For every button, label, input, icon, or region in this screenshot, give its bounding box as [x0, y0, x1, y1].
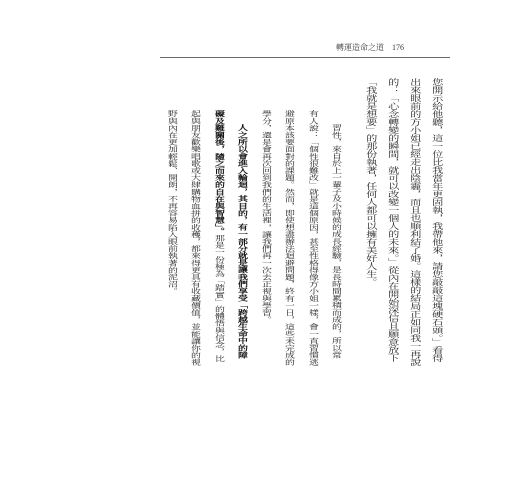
running-header	[336, 43, 404, 53]
text-column: 「我就是想要」的那份執著，任何人都可以擁有美好人生。	[365, 78, 378, 286]
paragraph-start-column: 習性，來自於上一輩子及小時候的成長經驗，是長時間累積而成的，所以常	[330, 124, 344, 359]
text-column: 野與內在更加輕鬆、開朗，不再容易陷入眼前執著的泥沼。	[166, 110, 180, 295]
regular-text: 那是一份極為「踏實」的體悟與信念，比	[213, 234, 227, 363]
text-column: 學分，還是會再次回到我們的生活裡，讓我們再一次去正視與學習。	[260, 110, 274, 323]
header-title: 轉運造命之道	[336, 43, 384, 52]
text-column: 有人說：「個性很難改」就是這個原因，甚至性格得像方小姐一樣，會一直習慣逃	[307, 110, 321, 366]
text-column: 出來眼前的方小姐已經走出陰霾，而且也順利結了婚。這樣的結局正如同我一再說	[409, 78, 422, 366]
emphasis-column	[238, 124, 248, 358]
page-number: 176	[392, 43, 404, 52]
text-column: 起與朋友歡樂唱歌或大肆購物血拼的收穫，都來得更具有收藏價值，並能讓你的視	[189, 110, 203, 366]
text-column: 的：「心念轉變的瞬間，就可以改變一個人的未來。」從內在開始深信且願意放下	[387, 78, 400, 362]
bold-text: 人之所以會進入輪迴，其目的，有一部分就是讓我們享受「跨越生命中的障	[236, 124, 250, 359]
text-column: 您開示給他聽，這一位比我當年更固執，我帶他來，請您敲敲這塊硬石頭。」看得	[431, 78, 444, 362]
emphasis-column	[215, 110, 225, 362]
header-rule	[160, 57, 450, 58]
bold-text: 礙及難關後，隨之而來的自在與智慧」。	[213, 110, 227, 235]
text-column: 避原本該要面對的課題。然而，即使想盡辦法迴避問題，終有一日，這些未完成的	[283, 110, 297, 366]
